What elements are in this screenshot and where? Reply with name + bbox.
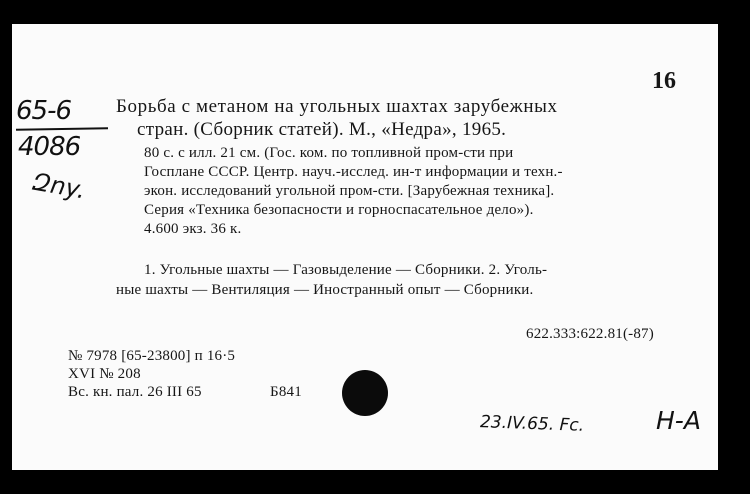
udc-classification: 622.333:622.81(-87) [526, 326, 654, 342]
description-line: Серия «Техника безопасности и горноспасательное дело»). [144, 202, 534, 218]
print-info: Вс. кн. пал. 26 III 65 [68, 384, 202, 400]
subject-headings-line-1: 1. Угольные шахты — Газовыделение — Сборники. 2. Уголь- [144, 262, 548, 278]
handwritten-code: Н-А [656, 406, 701, 435]
handwritten-date: 23.IV.65. Fc. [479, 412, 585, 436]
series-code: XVI № 208 [68, 366, 141, 382]
order-number: № 7978 [65-23800] п 16·5 [68, 348, 236, 364]
description-line: Госплане СССР. Центр. науч.-исслед. ин-т информации и техн.- [144, 164, 563, 180]
shelf-mark-top: 65-6 [16, 96, 72, 126]
handwritten-initials: Զny. [29, 167, 88, 205]
card-punch-hole [342, 370, 388, 416]
description-line: 4.600 экз. 36 к. [144, 221, 242, 237]
description-line: 80 с. с илл. 21 см. (Гос. ком. по топливной пром-сти при [144, 145, 514, 161]
shelf-mark-bottom: 4086 [18, 132, 81, 162]
shelf-mark-divider [16, 127, 108, 131]
title-line-2: стран. (Сборник статей). М., «Недра», 1965. [137, 119, 507, 140]
description-line: экон. исследований угольной пром-сти. [Зарубежная техника]. [144, 183, 555, 199]
title-line-1: Борьба с метаном на угольных шахтах зарубежных [116, 96, 558, 117]
page-number: 16 [652, 68, 676, 94]
print-code: Б841 [270, 384, 302, 400]
subject-headings-line-2: ные шахты — Вентиляция — Иностранный опыт — Сборники. [116, 282, 534, 298]
catalog-card [12, 24, 718, 470]
